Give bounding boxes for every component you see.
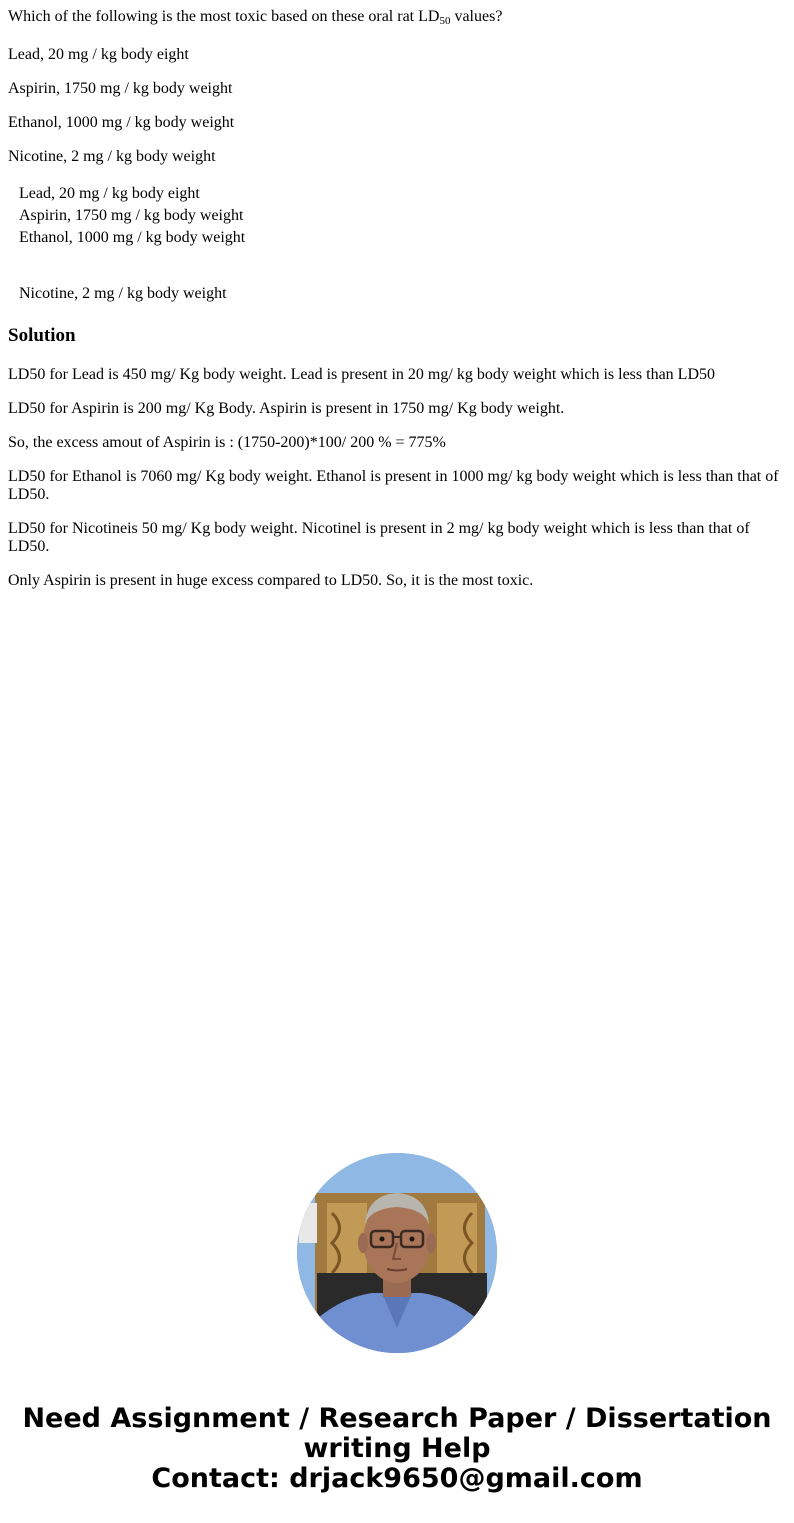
solution-line-aspirin: LD50 for Aspirin is 200 mg/ Kg Body. Aspirin is present in 1750 mg/ Kg body weight. xyxy=(8,400,565,417)
solution-line-conclusion: Only Aspirin is present in huge excess compared to LD50. So, it is the most toxic. xyxy=(8,572,534,589)
solution-heading: Solution xyxy=(8,325,76,346)
question-text-end: values? xyxy=(450,8,503,25)
solution-line-lead: LD50 for Lead is 450 mg/ Kg body weight. Lead is present in 20 mg/ kg body weight which is less than LD50 xyxy=(8,366,716,383)
contact-email: Contact: drjack9650@gmail.com xyxy=(151,1463,643,1494)
option-aspirin: Aspirin, 1750 mg / kg body weight xyxy=(8,80,233,97)
option-nicotine: Nicotine, 2 mg / kg body weight xyxy=(8,148,216,165)
contact-banner-line-2: writing Help xyxy=(303,1433,491,1464)
ld50-subscript: 50 xyxy=(439,15,451,27)
option-lead: Lead, 20 mg / kg body eight xyxy=(8,46,189,63)
solution-line-nicotine: LD50 for Nicotineis 50 mg/ Kg body weight. Nicotinel is present in 2 mg/ kg body weight which is less than that of LD50. xyxy=(8,520,750,555)
solution-line-ethanol: LD50 for Ethanol is 7060 mg/ Kg body weight. Ethanol is present in 1000 mg/ kg body weight which is less than that of LD50. xyxy=(8,468,779,503)
tutor-portrait-icon xyxy=(297,1153,497,1353)
tutor-avatar xyxy=(297,1153,497,1353)
question-text-main: Which of the following is the most toxic based on these oral rat LD xyxy=(8,8,440,25)
contact-banner xyxy=(0,1404,794,1494)
option-repeat-ethanol: Ethanol, 1000 mg / kg body weight xyxy=(19,229,246,246)
option-repeat-nicotine: Nicotine, 2 mg / kg body weight xyxy=(19,285,227,302)
contact-banner-line-1: Need Assignment / Research Paper / Dissertation xyxy=(22,1403,772,1434)
option-ethanol: Ethanol, 1000 mg / kg body weight xyxy=(8,114,235,131)
option-repeat-lead: Lead, 20 mg / kg body eight xyxy=(19,185,200,202)
option-repeat-aspirin: Aspirin, 1750 mg / kg body weight xyxy=(19,207,244,224)
solution-line-excess: So, the excess amout of Aspirin is : (1750-200)*100/ 200 % = 775% xyxy=(8,434,446,451)
question-text xyxy=(8,8,502,26)
